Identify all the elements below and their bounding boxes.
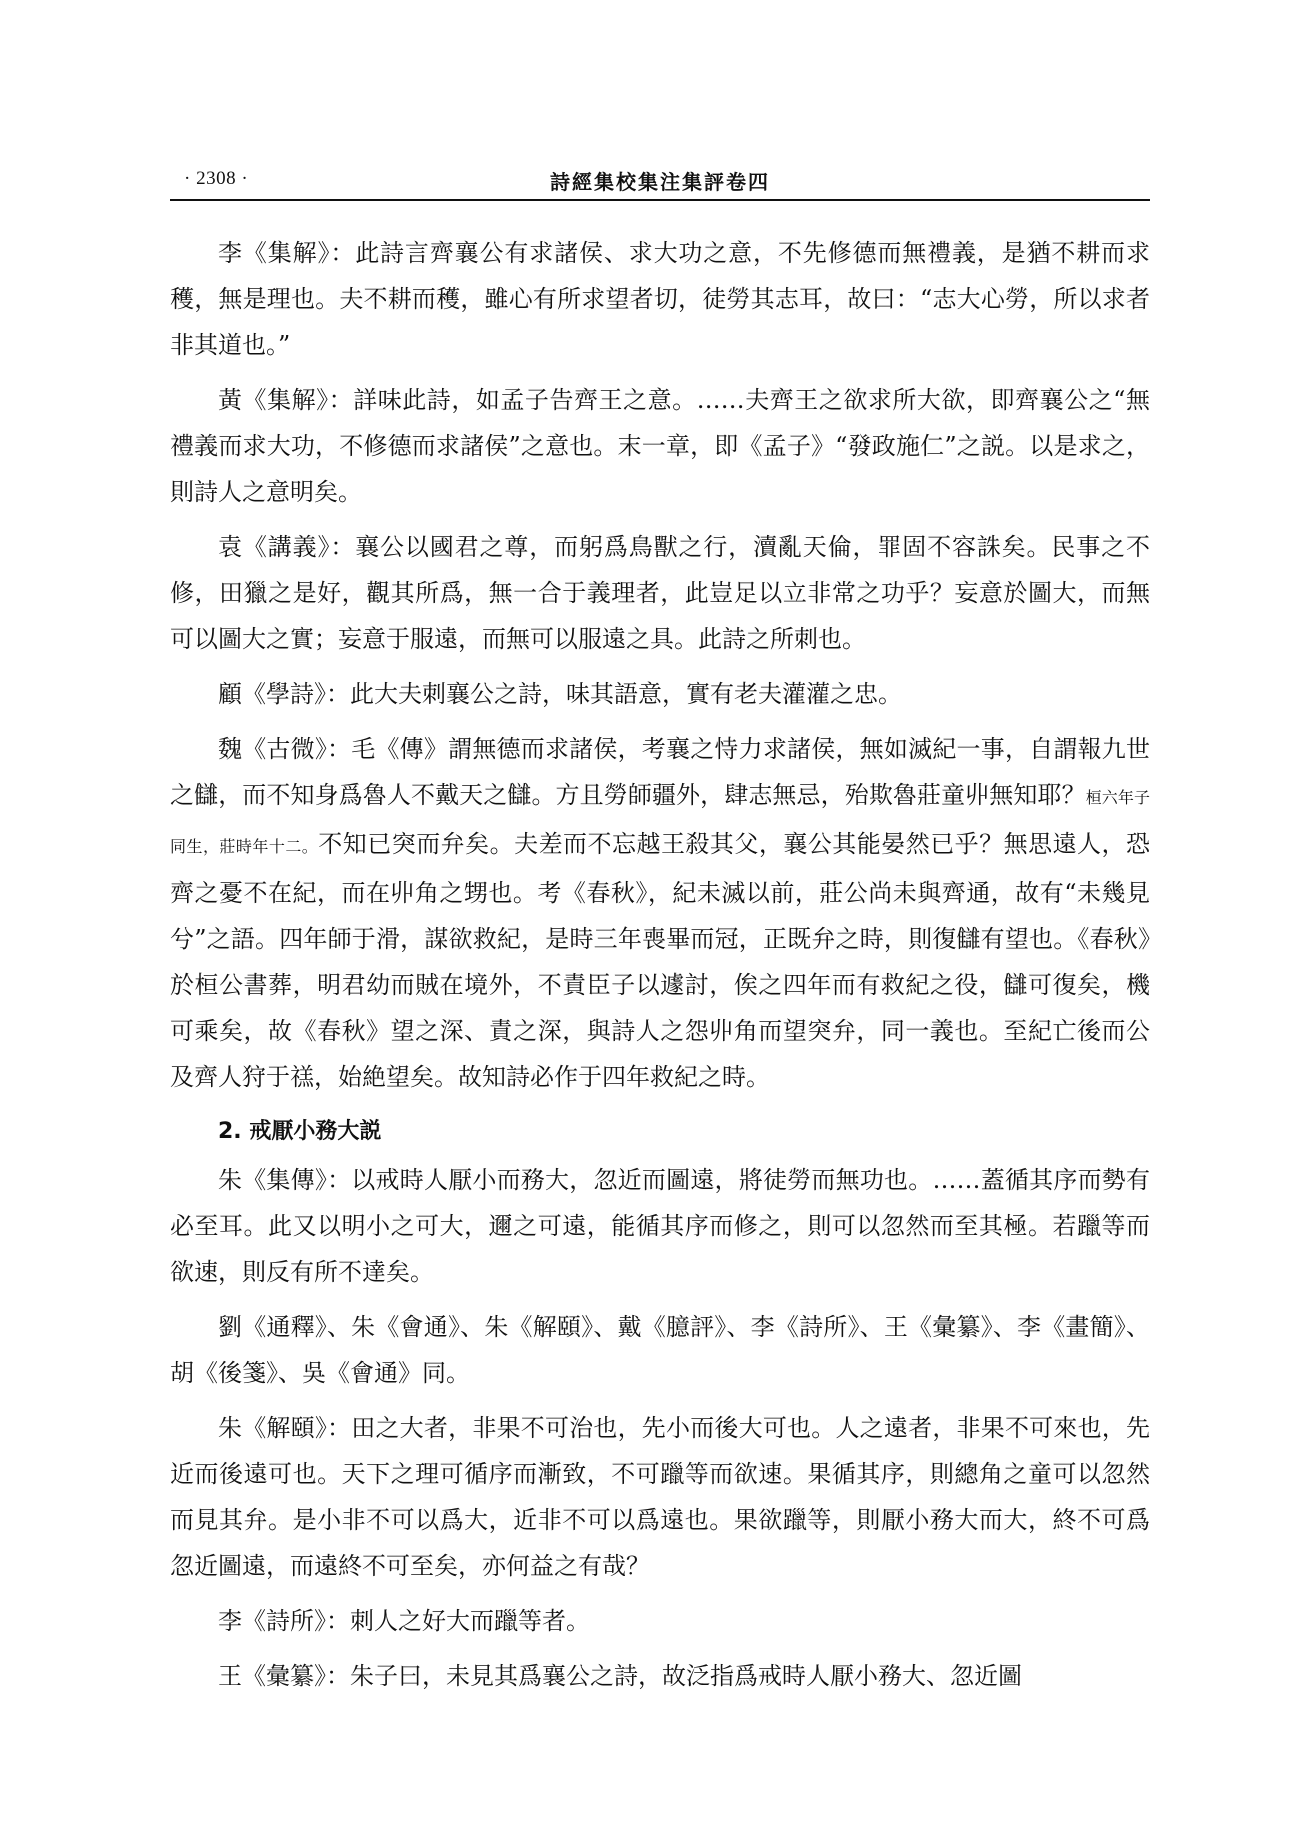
paragraph-zhu-jieyi: 朱《解頤》：田之大者，非果不可治也，先小而後大可也。人之遠者，非果不可來也，先近而後遠可也。天下之理可循序而漸致，不可躐等而欲速。果循其序，則總角之童可以忽然而見其弁。是小非不可以爲大，近非不可以爲遠也。果欲躐等，則厭小務大而大，終不可爲忽近圖遠，而遠終不可至矣，亦何益之有哉？ [170, 1414, 1150, 1580]
paragraph-li-jijie: 李《集解》：此詩言齊襄公有求諸侯、求大功之意，不先修德而無禮義，是猶不耕而求穫，無是理也。夫不耕而穫，雖心有所求望者切，徒勞其志耳，故曰：“志大心勞，所以求者非其道也。” [170, 239, 1150, 359]
page-number: · 2308 · [184, 168, 249, 189]
running-title: 詩經集校集注集評卷四 [550, 170, 770, 194]
paragraph-li-shisuo: 李《詩所》：刺人之好大而躐等者。 [218, 1607, 590, 1635]
body-text [170, 230, 1150, 1708]
paragraph-zhu-jizhuan: 朱《集傳》：以戒時人厭小而務大，忽近而圖遠，將徒勞而無功也。……蓋循其序而勢有必至耳。此又以明小之可大，邇之可遠，能循其序而修之，則可以忽然而至其極。若躐等而欲速，則反有所不達矣。 [170, 1166, 1150, 1286]
page-header [170, 160, 1150, 196]
wei-text-end: 不知已突而弁矣。夫差而不忘越王殺其父，襄公其能晏然已乎？無思遠人，恐齊之憂不在紀，而在丱角之甥也。考《春秋》，紀未滅以前，莊公尚未與齊通，故有“未幾見兮”之語。四年師于滑，謀欲救紀，是時三年喪畢而冠，正既弁之時，則復讎有望也。《春秋》於桓公書葬，明君幼而賊在境外，不責臣子以遽討，俟之四年而有救紀之役，讎可復矣，機可乘矣，故《春秋》望之深、責之深，與詩人之怨丱角而望突弁，同一義也。至紀亡後而公及齊人狩于禚，始絶望矣。故知詩必作于四年救紀之時。 [170, 830, 1150, 1091]
paragraph-same-list: 劉《通釋》、朱《會通》、朱《解頤》、戴《臆評》、李《詩所》、王《彙纂》、李《畫簡》、胡《後箋》、吳《會通》同。 [170, 1313, 1150, 1387]
section-heading: 2. 戒厭小務大説 [218, 1119, 382, 1144]
paragraph-yuan-jiangyi: 袁《講義》：襄公以國君之尊，而躬爲鳥獸之行，瀆亂天倫，罪固不容誅矣。民事之不修，田獵之是好，觀其所爲，無一合于義理者，此豈足以立非常之功乎？妄意於圖大，而無可以圖大之實；妄意于服遠，而無可以服遠之具。此詩之所刺也。 [170, 533, 1150, 653]
header-rule [170, 199, 1150, 201]
wei-text-start: 魏《古微》：毛《傳》謂無德而求諸侯，考襄之恃力求諸侯，無如滅紀一事，自謂報九世之讎，而不知身爲魯人不戴天之讎。方且勞師疆外，肆志無忌，殆欺魯莊童丱無知耶？ [170, 735, 1150, 809]
paragraph-huang-jijie: 黃《集解》：詳味此詩，如孟子告齊王之意。……夫齊王之欲求所大欲，即齊襄公之“無禮義而求大功，不修德而求諸侯”之意也。末一章，即《孟子》“發政施仁”之説。以是求之，則詩人之意明矣。 [170, 386, 1150, 506]
paragraph-gu-xueshi: 顧《學詩》：此大夫刺襄公之詩，味其語意，實有老夫灌灌之忠。 [218, 680, 902, 708]
inline-note: 桓六年子同生，莊時年十二。 [170, 788, 1150, 856]
paragraph-wang-huizuan: 王《彙纂》：朱子曰，未見其爲襄公之詩，故泛指爲戒時人厭小務大、忽近圖 [218, 1662, 1022, 1690]
paragraph-wei-guwei [170, 726, 1150, 1100]
